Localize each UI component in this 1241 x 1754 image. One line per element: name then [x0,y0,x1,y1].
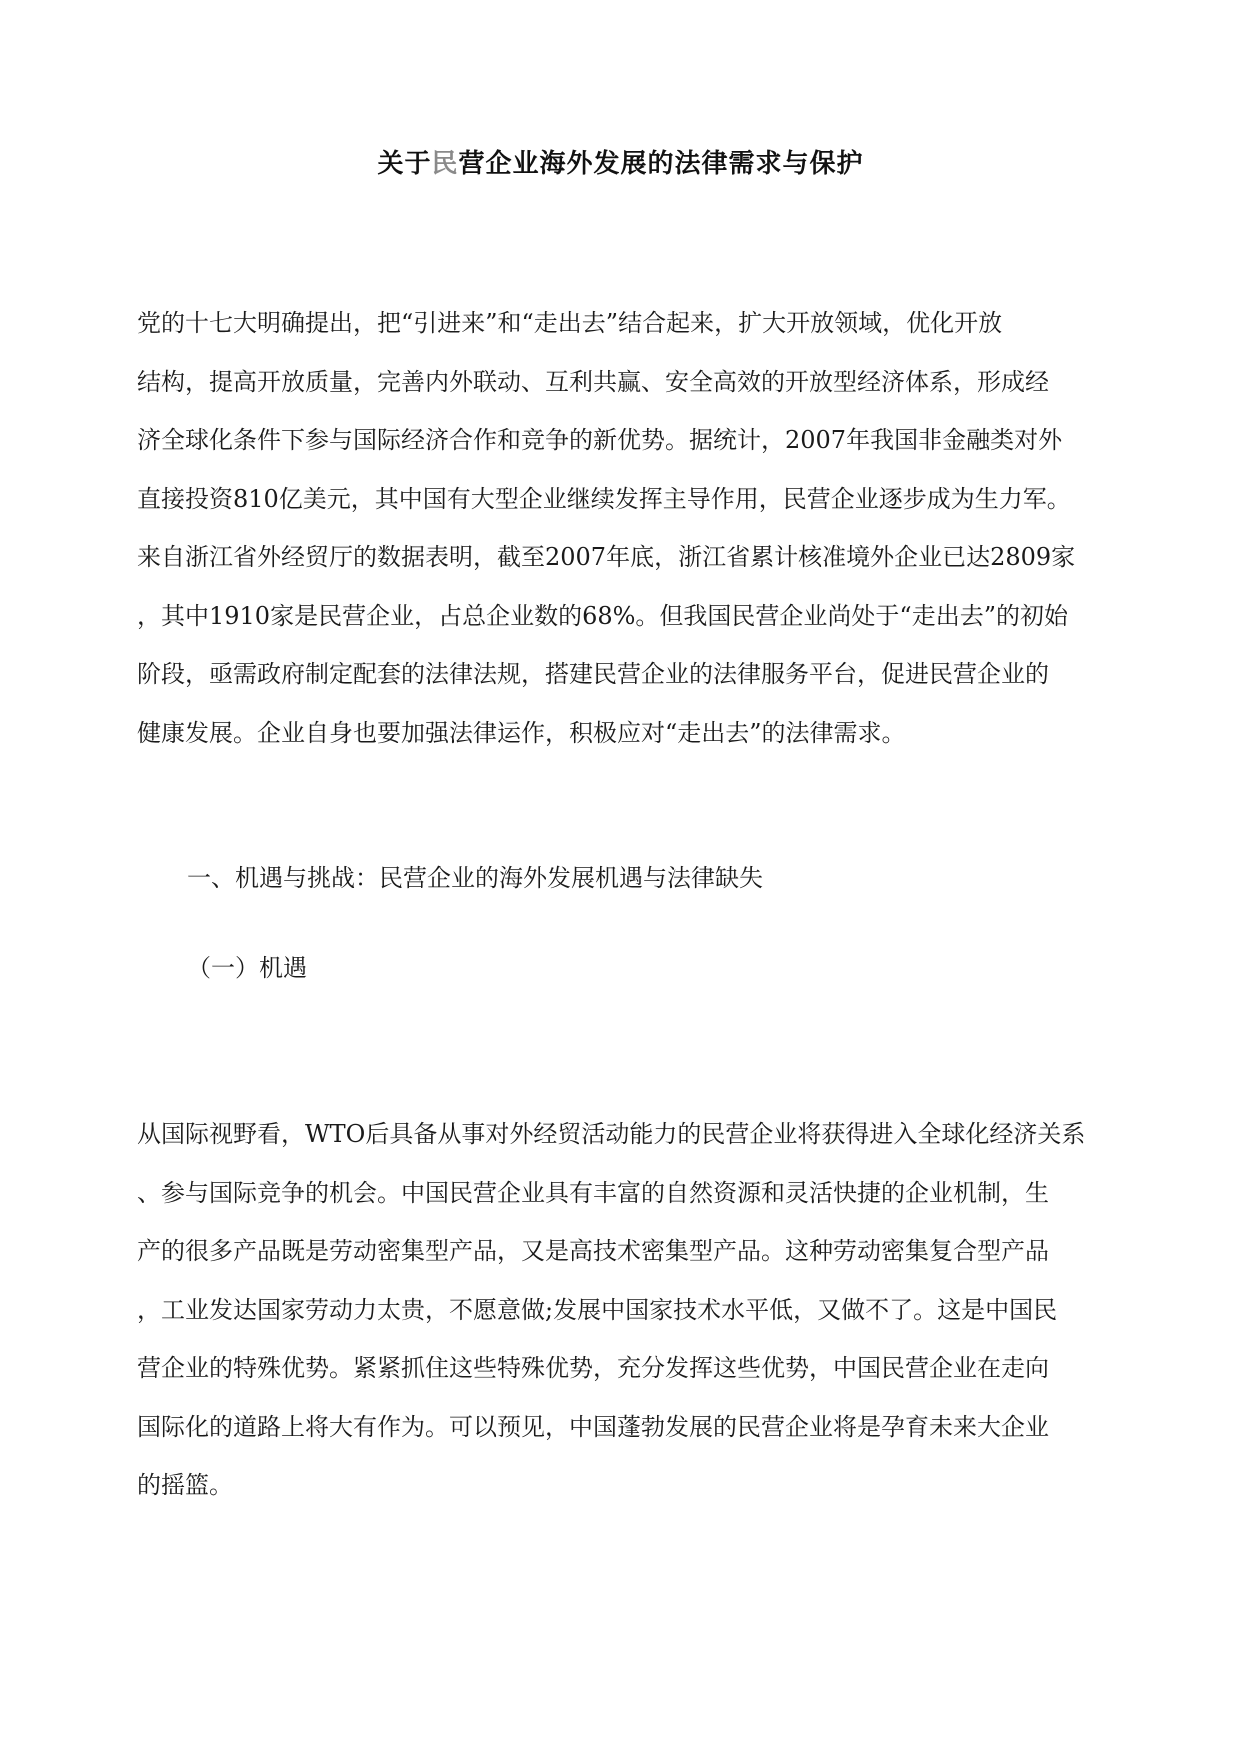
paragraph-line: 党的十七大明确提出，把“引进来”和“走出去”结合起来，扩大开放领域，优化开放 [137,309,1003,337]
paragraph-line: ，其中1910家是民营企业，占总企业数的68%。但我国民营企业尚处于“走出去”的初始 [137,601,1068,630]
section-heading: 一、机遇与挑战：民营企业的海外发展机遇与法律缺失 [187,864,763,892]
paragraph-line: 来自浙江省外经贸厅的数据表明，截至2007年底，浙江省累计核准境外企业已达2809家 [137,543,1076,571]
paragraph-line: ，工业发达国家劳动力太贵，不愿意做;发展中国家技术水平低，又做不了。这是中国民 [137,1295,1058,1324]
title-highlight-char: 民 [431,149,459,179]
paragraph-line: 直接投资810亿美元，其中国有大型企业继续发挥主导作用，民营企业逐步成为生力军。 [137,484,1071,513]
subsection-heading: （一）机遇 [187,954,307,982]
paragraph-line: 的摇篮。 [137,1471,233,1499]
paragraph-line: 从国际视野看，WTO后具备从事对外经贸活动能力的民营企业将获得进入全球化经济关系 [137,1120,1086,1148]
paragraph-line: 营企业的特殊优势。紧紧抓住这些特殊优势，充分发挥这些优势，中国民营企业在走向 [137,1354,1049,1382]
paragraph-line: 阶段，亟需政府制定配套的法律法规，搭建民营企业的法律服务平台，促进民营企业的 [137,660,1049,688]
title-prefix: 关于 [377,149,432,179]
paragraph-line: 结构，提高开放质量，完善内外联动、互利共赢、安全高效的开放型经济体系，形成经 [137,367,1049,396]
paragraph-line: 健康发展。企业自身也要加强法律运作，积极应对“走出去”的法律需求。 [137,718,906,747]
title-suffix: 营企业海外发展的法律需求与保护 [458,149,864,179]
document-title [0,144,1241,184]
paragraph-opportunity [137,1105,1107,1515]
paragraph-line: 、参与国际竞争的机会。中国民营企业具有丰富的自然资源和灵活快捷的企业机制，生 [137,1178,1049,1207]
paragraph-line: 济全球化条件下参与国际经济合作和竞争的新优势。据统计，2007年我国非金融类对外 [137,426,1063,454]
paragraph-line: 产的很多产品既是劳动密集型产品，又是高技术密集型产品。这种劳动密集复合型产品 [137,1237,1049,1265]
paragraph-line: 国际化的道路上将大有作为。可以预见，中国蓬勃发展的民营企业将是孕育未来大企业 [137,1412,1049,1441]
paragraph-intro [137,294,1107,762]
